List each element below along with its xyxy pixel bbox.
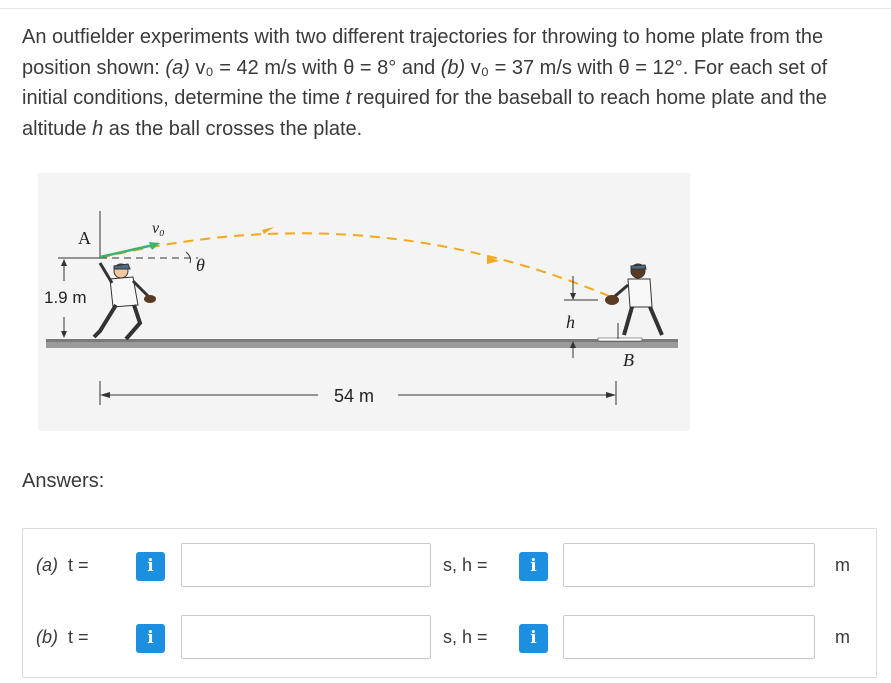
arrow-up-icon: [61, 259, 67, 266]
info-button[interactable]: i: [136, 552, 165, 581]
m-unit-label: m: [835, 627, 850, 647]
answers-panel: [22, 528, 877, 678]
s-unit-h-label: s, h =: [443, 555, 488, 575]
part-b-tag: (b): [440, 56, 466, 79]
arrow-down-icon: [61, 331, 67, 338]
top-divider: [0, 8, 891, 9]
catcher-figure: [605, 264, 662, 335]
label-point-a: A: [78, 228, 91, 248]
arrow-down-icon: [570, 293, 576, 300]
part-b-label: [36, 627, 89, 648]
part-a-label: [36, 555, 89, 576]
label-distance-54m: 54 m: [334, 386, 375, 406]
problem-text-3: as the ball crosses the plate.: [103, 117, 363, 140]
ball-trajectory: [100, 233, 616, 299]
part-a-tag: (a): [36, 555, 58, 575]
s-unit-h-label: s, h =: [443, 627, 488, 647]
velocity-vector: [100, 244, 158, 257]
label-v0: v₀: [152, 220, 165, 237]
part-b-t-input[interactable]: [181, 615, 431, 659]
time-variable: t: [345, 87, 352, 109]
arrow-left-icon: [100, 392, 110, 398]
altitude-variable: h: [92, 117, 104, 140]
part-a-conditions: v₀ = 42 m/s with θ = 8° and: [189, 56, 441, 79]
problem-statement: [22, 22, 878, 144]
problem-text-1: An outfielder experiments with two different trajectories for throwing to home plate from the position shown:: [22, 26, 824, 79]
part-a-h-input[interactable]: [563, 543, 815, 587]
arrow-right-icon: [606, 392, 616, 398]
answer-row-b: [23, 615, 876, 661]
answer-row-a: [23, 543, 876, 589]
label-height-1-9m: 1.9 m: [44, 288, 87, 307]
info-button[interactable]: i: [519, 552, 548, 581]
m-unit-label: m: [835, 555, 850, 575]
answers-heading: Answers:: [22, 470, 105, 492]
part-b-h-input[interactable]: [563, 615, 815, 659]
label-theta: θ: [196, 255, 205, 275]
baseball-throw-figure: [38, 173, 690, 431]
home-plate: [598, 338, 642, 341]
label-h: h: [566, 312, 575, 332]
part-a-t-input[interactable]: [181, 543, 431, 587]
label-point-b: B: [623, 350, 634, 370]
t-label: t =: [68, 555, 89, 575]
part-b-conditions: v₀ = 37 m/s with θ = 12°. For each set of initial conditions, determine the time: [22, 56, 828, 109]
part-a-tag: (a): [165, 56, 190, 79]
problem-text-2: required for the baseball to reach home plate and the altitude: [22, 87, 827, 140]
info-button[interactable]: i: [136, 624, 165, 653]
t-label: t =: [68, 627, 89, 647]
info-button[interactable]: i: [519, 624, 548, 653]
outfielder-figure: [94, 263, 156, 339]
part-b-tag: (b): [36, 627, 58, 647]
